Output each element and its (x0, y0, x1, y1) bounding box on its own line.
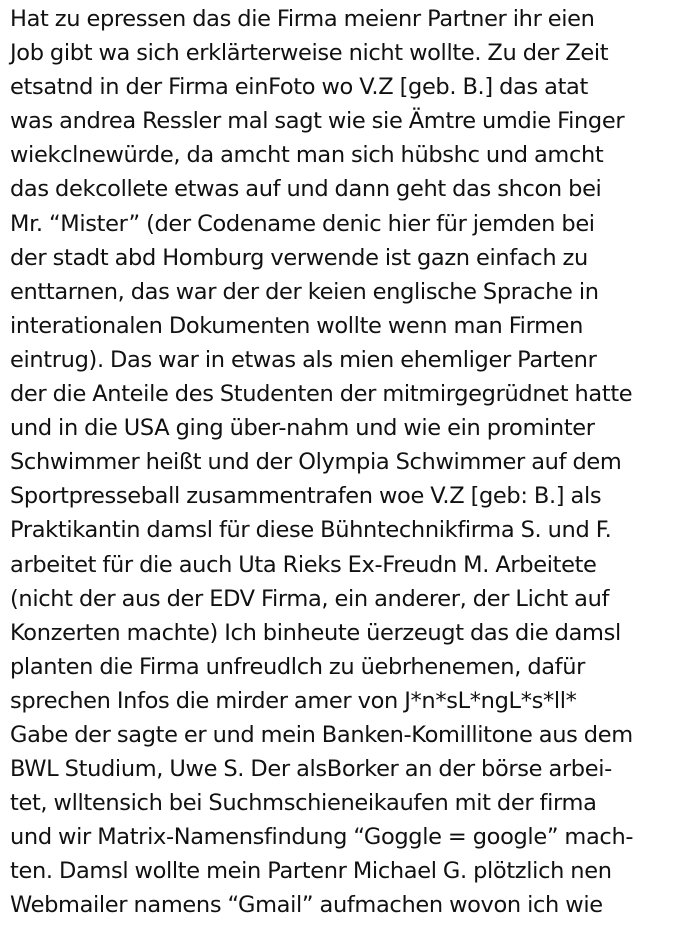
text-line: planten die Firma unfreudlch zu üebrhenemen, dafür (10, 653, 586, 680)
text-line: Schwimmer heißt und der Olympia Schwimmer auf dem (10, 449, 622, 476)
text-line: das dekcollete etwas auf und dann geht das shcon bei (10, 176, 602, 203)
text-line: Konzerten machte) Ich binheute üerzeugt das die damsl (10, 619, 621, 646)
text-line: wiekclnewürde, da amcht man sich hübshc und amcht (10, 142, 604, 169)
text-line: eintrug). Das war in etwas als mien ehemliger Partenr (10, 346, 597, 373)
text-line: Job gibt wa sich erklärterweise nicht wollte. Zu der Zeit (10, 40, 609, 67)
text-line: und wir Matrix-Namensfindung “Goggle = google” mach- (10, 824, 634, 851)
text-line: sprechen Infos die mirder amer von J*n*sL*ngL*s*ll* (10, 687, 577, 714)
text-line: Praktikantin damsl für diese Bühntechnikfirma S. und F. (10, 517, 612, 544)
text-line: Sportpresseball zusammentrafen woe V.Z [geb: B.] als (10, 483, 602, 510)
text-line: was andrea Ressler mal sagt wie sie Ämtre umdie Finger (10, 108, 625, 135)
text-line: etsatnd in der Firma einFoto wo V.Z [geb. B.] das atat (10, 74, 588, 101)
text-line: enttarnen, das war der der keien englische Sprache in (10, 278, 599, 305)
text-line: interationalen Dokumenten wollte wenn man Firmen (10, 312, 584, 339)
text-line: Webmailer namens “Gmail” aufmachen wovon ich wie (10, 892, 603, 919)
text-line: (nicht der aus der EDV Firma, ein anderer, der Licht auf (10, 585, 610, 612)
text-line: BWL Studium, Uwe S. Der alsBorker an der börse arbei- (10, 756, 612, 783)
text-line: der die Anteile des Studenten der mitmirgegrüdnet hatte (10, 381, 633, 408)
text-line: der stadt abd Homburg verwende ist gazn einfach zu (10, 244, 588, 271)
text-line: arbeitet für die auch Uta Rieks Ex-Freudn M. Arbeitete (10, 551, 597, 578)
body-text (10, 2, 682, 923)
text-line: Mr. “Mister” (der Codename denic hier für jemden bei (10, 210, 595, 237)
text-line: Hat zu epressen das die Firma meienr Partner ihr eien (10, 6, 595, 32)
text-line: tet, wlltensich bei Suchmschieneikaufen mit der firma (10, 790, 597, 817)
text-line: ten. Damsl wollte mein Partenr Michael G. plötzlich nen (10, 858, 612, 885)
text-line: Gabe der sagte er und mein Banken-Komillitone aus dem (10, 721, 633, 748)
text-line: und in die USA ging über-nahm und wie ein prominter (10, 415, 595, 442)
